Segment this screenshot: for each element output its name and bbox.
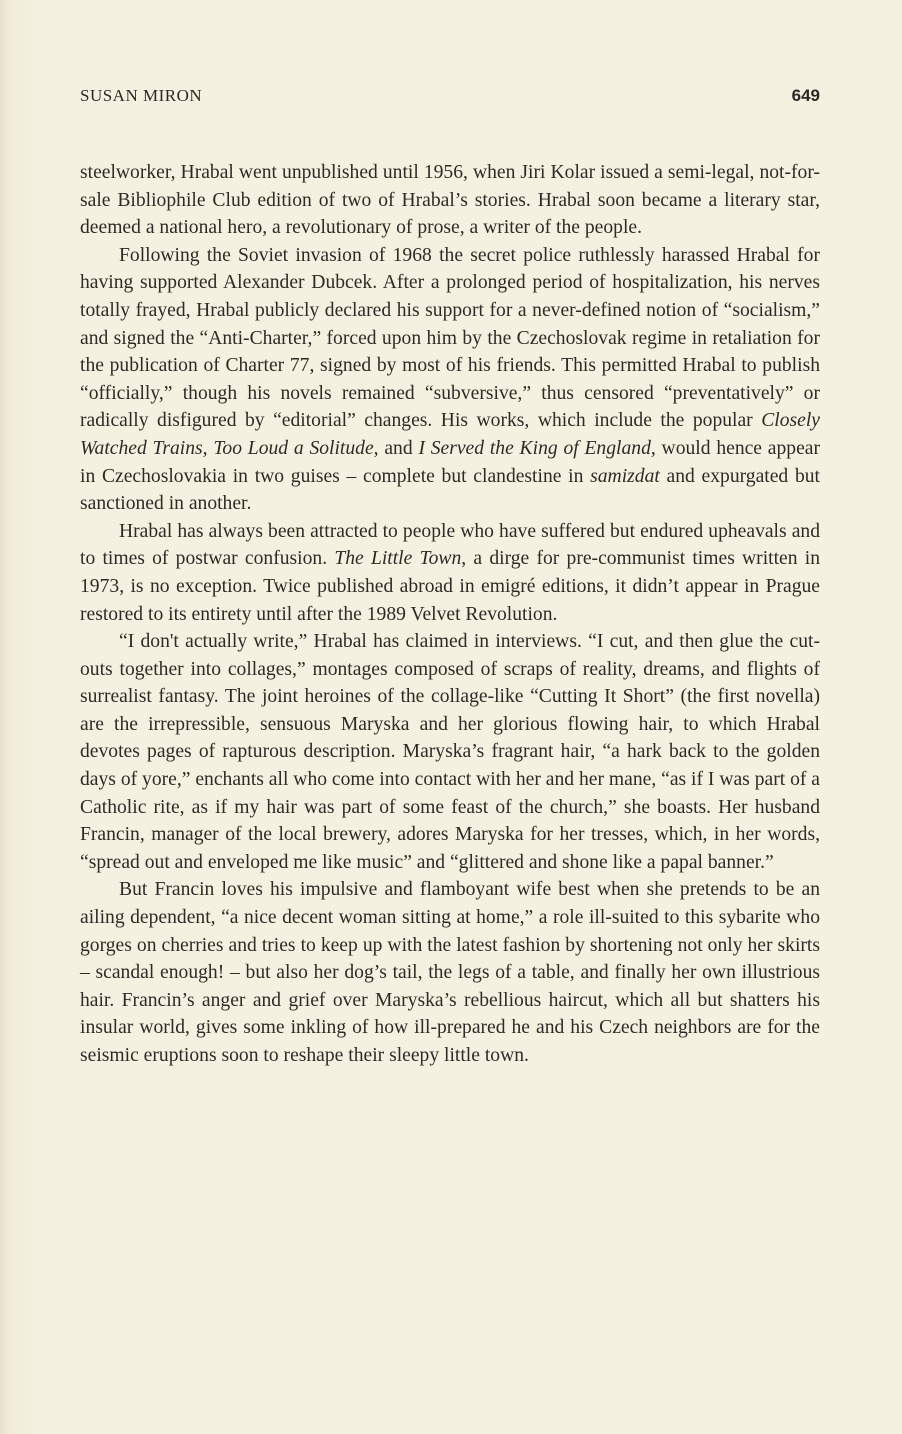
body-text <box>80 159 820 1070</box>
page-header <box>80 86 820 114</box>
italic-title-text: The Little Town <box>334 548 462 570</box>
paragraph <box>80 159 820 242</box>
text-run: , and <box>373 437 419 459</box>
text-run: steelworker, Hrabal went unpublished until 1956, when Jiri Kolar issued a semi-legal, not-for-sale Bibliophile Club edition of two of Hrabal’s stories. Hrabal soon became a literary star, deemed a national hero, a revolutionary of prose, a writer of the people. <box>80 162 820 239</box>
page-number: 649 <box>791 86 820 105</box>
paragraph <box>80 876 820 1069</box>
paragraph <box>80 518 820 628</box>
text-run: , would hence appear in Czechoslovakia in two guises – complete but clandestine in <box>80 437 820 487</box>
italic-title-text: Too Loud a Solitude <box>213 437 374 459</box>
text-run: Hrabal has always been attracted to people who have suffered but endured upheavals and to times of postwar confusion. <box>80 520 820 570</box>
italic-title-text: I Served the King of England <box>418 437 651 459</box>
italic-title-text: samizdat <box>590 465 660 487</box>
text-run: But Francin loves his impulsive and flamboyant wife best when she pretends to be an ailing dependent, “a nice decent woman sitting at home,” a role ill-suited to this sybarite who gorges on cherries and tries to keep up with the latest fashion by shortening not only her skirts – scandal enough! – but also her dog’s tail, the legs of a table, and finally her own illustrious hair. Francin’s anger and grief over Maryska’s rebellious haircut, which all but shatters his insular world, gives some inkling of how ill-prepared he and his Czech neighbors are for the seismic eruptions soon to reshape their sleepy little town. <box>80 879 820 1066</box>
paragraph <box>80 628 820 876</box>
italic-title-text: Closely Watched Trains <box>80 410 820 459</box>
text-run: “I don't actually write,” Hrabal has claimed in interviews. “I cut, and then glue the cut-outs together into collages,” montages composed of scraps of reality, dreams, and flights of surrealist fantasy. The joint heroines of the collage-like “Cutting It Short” (the first novella) are the irrepressible, sensuous Maryska and her glorious flowing hair, to which Hrabal devotes pages of rapturous description. Maryska’s fragrant hair, “a hark back to the golden days of yore,” enchants all who come into contact with her and her mane, “as if I was part of a Catholic rite, as if my hair was part of some feast of the church,” she boasts. Her husband Francin, manager of the local brewery, adores Maryska for her tresses, which, in her words, “spread out and enveloped me like music” and “glittered and shone like a papal banner.” <box>80 631 820 873</box>
text-run: Following the Soviet invasion of 1968 the secret police ruthlessly harassed Hrabal for having supported Alexander Dubcek. After a prolonged period of hospitalization, his nerves totally frayed, Hrabal publicly declared his support for a never-defined notion of “socialism,” and signed the “Anti-Charter,” forced upon him by the Czechoslovak regime in retaliation for the publication of Charter 77, signed by most of his friends. This permitted Hrabal to publish “officially,” though his novels remained “subversive,” thus censored “preventatively” or radically disfigured by “editorial” changes. His works, which include the popular <box>80 244 820 432</box>
text-run: , <box>202 437 214 459</box>
text-run: and expurgated but sanctioned in another. <box>80 465 820 515</box>
text-run: , a dirge for pre-communist times written in 1973, is no exception. Twice published abroad in emigré editions, it didn’t appear in Prague restored to its entirety until after the 1989 Velvet Revolution. <box>80 548 820 625</box>
paragraph <box>80 242 820 518</box>
running-head: SUSAN MIRON <box>80 86 203 105</box>
